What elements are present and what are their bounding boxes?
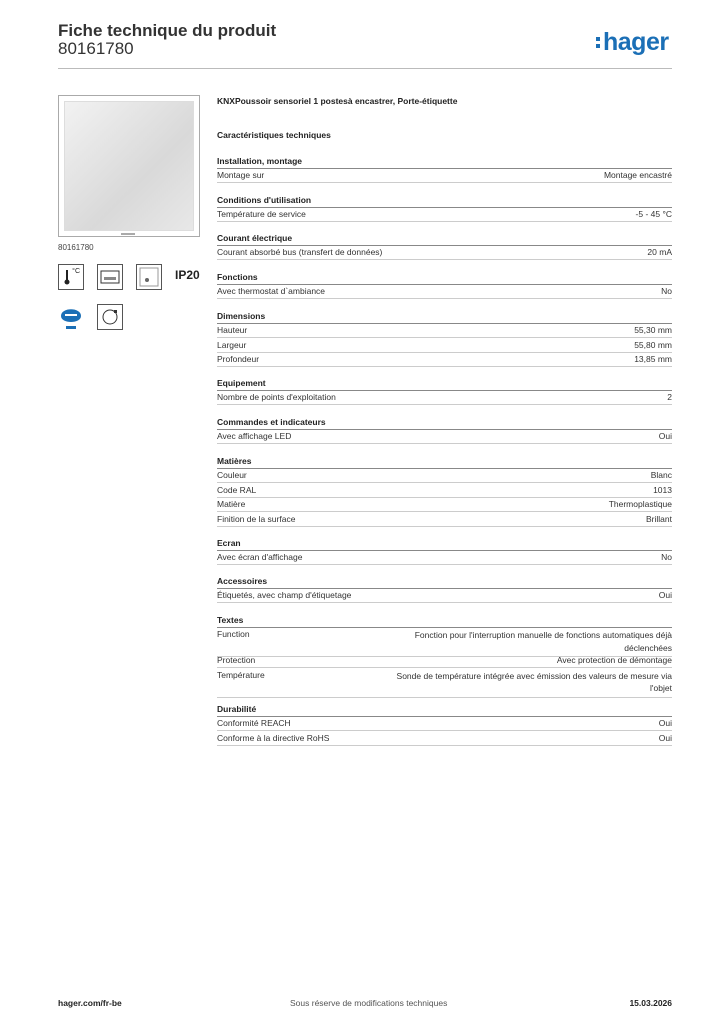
spec-label: Finition de la surface [217,514,296,525]
footer-notice: Sous réserve de modifications techniques [290,998,448,1008]
section-title: Durabilité [217,704,672,717]
spec-label: Nombre de points d'exploitation [217,392,336,402]
section-title: Textes [217,615,672,628]
section-title: Installation, montage [217,156,672,169]
spec-label: Code RAL [217,484,257,495]
section-title: Matières [217,456,672,469]
spec-row [217,718,672,731]
section-title: Commandes et indicateurs [217,417,672,430]
spec-row [217,499,672,512]
spec-value: Oui [658,718,672,728]
spec-value: 55,30 mm [634,325,672,335]
product-code: 80161780 [58,39,134,58]
spec-label: Conforme à la directive RoHS [217,732,330,743]
spec-value: Blanc [650,470,672,480]
photo-caption: 80161780 [58,243,94,252]
spec-row [217,655,672,668]
spec-label: Courant absorbé bus (transfert de données) [217,247,383,257]
product-photo [58,95,200,237]
footer-date: 15.03.2026 [629,998,672,1008]
spec-label: Montage sur [217,170,265,180]
logo-colon-icon [596,32,601,50]
spec-value: 2 [667,392,672,402]
spec-row [217,552,672,565]
spec-row [217,670,672,698]
spec-label: Profondeur [217,354,260,365]
spec-row [217,325,672,338]
celsius-label: °C [72,268,80,275]
spec-row [217,170,672,183]
spec-label: Avec thermostat d`ambiance [217,286,326,296]
header-divider [58,68,672,69]
section-title: Courant électrique [217,233,672,246]
spec-value: -5 - 45 °C [635,209,672,219]
spec-label: Protection [217,655,256,665]
spec-row [217,209,672,222]
spec-value: Fonction pour l'interruption manuelle de fonctions automatiques déjà déclenchées [414,630,672,653]
spec-row [217,392,672,405]
spec-row [217,354,672,367]
spec-row [217,485,672,498]
eco-icon [58,302,84,332]
spec-row [217,590,672,603]
spec-label: Function [217,629,250,639]
spec-value: No [661,552,672,562]
spec-value: Oui [658,590,672,600]
spec-value: Oui [658,732,672,743]
spec-value: 55,80 mm [634,339,672,350]
logo-text: hager [603,28,669,56]
spec-label: Couleur [217,470,247,480]
page-title: Fiche technique du produit [58,21,277,40]
spec-label: Hauteur [217,325,248,335]
flush-mount-icon [136,264,162,290]
spec-value: 1013 [653,484,672,495]
spec-row [217,247,672,260]
thermometer-celsius-icon [58,264,84,290]
spec-label: Matière [217,499,246,510]
footer-website[interactable]: hager.com/fr-be [58,998,122,1008]
product-title: KNXPoussoir sensoriel 1 postesà encastrer, Porte-étiquette [217,96,458,106]
spec-row [217,514,672,527]
spec-row [217,470,672,483]
spec-row [217,286,672,299]
spec-value: 20 mA [647,247,672,257]
spec-label: Température de service [217,209,306,219]
display-panel-icon [97,264,123,290]
section-title: Equipement [217,378,672,391]
spec-value: Oui [658,431,672,441]
spec-row [217,629,672,657]
spec-label: Avec affichage LED [217,431,292,441]
section-title: Ecran [217,538,672,551]
section-title: Fonctions [217,272,672,285]
product-photo-image [64,101,194,231]
section-title: Accessoires [217,576,672,589]
spec-label: Avec écran d'affichage [217,552,303,562]
spec-row [217,733,672,746]
spec-value: Montage encastré [603,170,672,180]
product-photo-tab [121,233,135,235]
spec-value: 13,85 mm [634,354,672,365]
reach-circle-icon [97,304,123,330]
spec-heading: Caractéristiques techniques [217,130,331,140]
spec-value: Brillant [646,514,672,525]
spec-label: Étiquetés, avec champ d'étiquetage [217,590,352,600]
spec-label: Largeur [217,339,247,350]
spec-value: Avec protection de démontage [556,655,672,665]
section-title: Conditions d'utilisation [217,195,672,208]
spec-value: No [661,286,672,296]
spec-row [217,340,672,353]
section-title: Dimensions [217,311,672,324]
spec-row [217,431,672,444]
spec-label: Température [217,669,265,680]
spec-value: Thermoplastique [608,499,672,510]
spec-value: Sonde de température intégrée avec émission des valeurs de mesure via l'objet [396,670,672,694]
ip20-icon: IP20 [175,268,200,282]
hager-logo [596,28,669,57]
spec-label: Conformité REACH [217,718,291,728]
